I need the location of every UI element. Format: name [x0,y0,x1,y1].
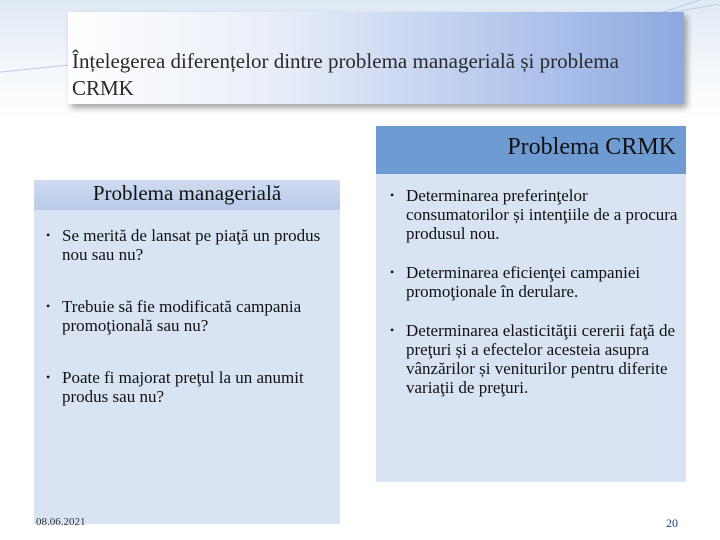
footer-date: 08.06.2021 [36,516,86,528]
bullet-text: Determinarea eficienţei campaniei promoţionale în derulare. [406,263,641,301]
list-item [384,263,680,301]
bullet-icon: • [390,188,395,202]
bullet-text: Trebuie să fie modificată campania promoţională sau nu? [62,297,302,335]
list-item [384,321,680,397]
bullet-text: Se merită de lansat pe piaţă un produs nou sau nu? [62,226,321,264]
list-item [40,368,332,406]
right-column-header: Problema CRMK [507,134,676,160]
right-bullet-list [384,186,680,417]
bullet-text: Determinarea preferinţelor consumatorilor și intenţiile de a procura produsul nou. [406,186,678,243]
bullet-icon: • [390,323,395,337]
bullet-icon: • [46,228,51,242]
left-column-header: Problema managerială [92,181,282,205]
slide-title: Înțelegerea diferențelor dintre problema managerială și problema CRMK [72,49,619,100]
bullet-icon: • [46,370,51,384]
list-item [40,226,332,264]
page-number: 20 [666,516,678,530]
bullet-text: Determinarea elasticităţii cererii faţă de preţuri și a efectelor acesteia asupra vânzărilor și veniturilor pentru diferite variaţii de preţuri. [406,321,676,397]
left-bullet-list [40,226,332,439]
bullet-text: Poate fi majorat preţul la un anumit produs sau nu? [62,368,304,406]
list-item [384,186,680,243]
bullet-icon: • [390,265,395,279]
list-item [40,297,332,335]
bullet-icon: • [46,299,51,313]
